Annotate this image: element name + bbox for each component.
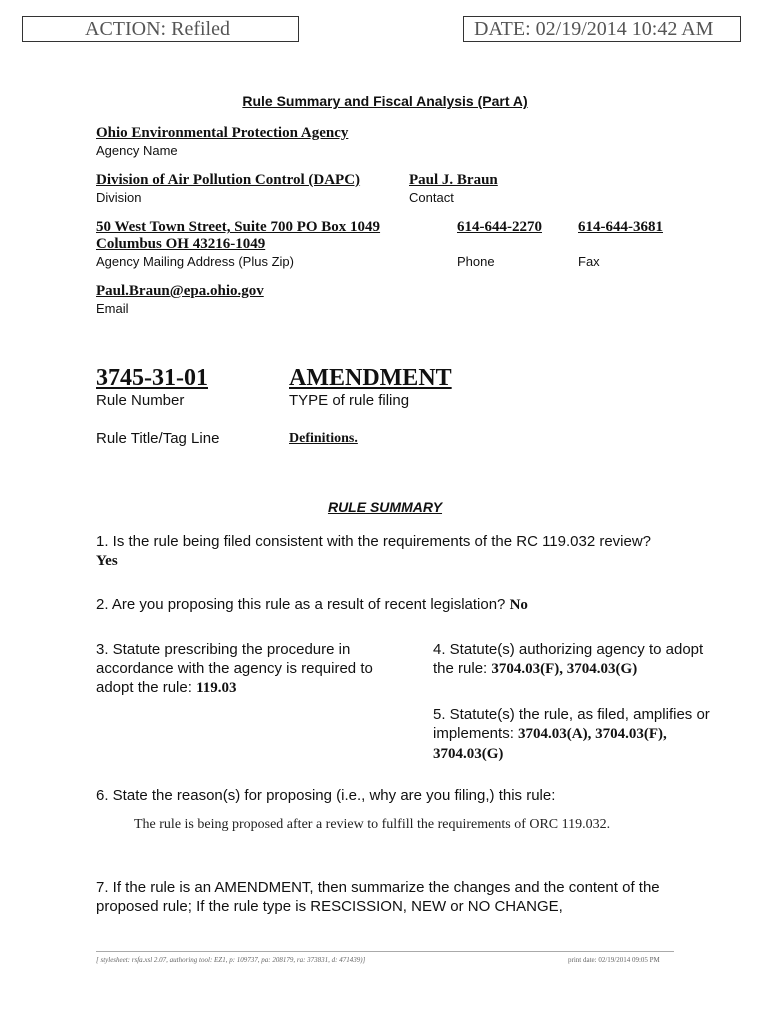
rule-title: Definitions. (289, 431, 358, 446)
question-1 (96, 532, 656, 571)
email-label: Email (96, 301, 129, 316)
phone-number: 614-644-2270 (457, 219, 542, 235)
question-6-answer: The rule is being proposed after a review to fulfill the requirements of ORC 119.032. (134, 817, 611, 832)
rule-type: AMENDMENT (289, 365, 452, 391)
rule-title-label: Rule Title/Tag Line (96, 430, 220, 447)
page-title: Rule Summary and Fiscal Analysis (Part A) (242, 93, 528, 109)
address-label: Agency Mailing Address (Plus Zip) (96, 254, 294, 269)
action-box (22, 16, 299, 42)
question-3-text: 3. Statute prescribing the procedure in accordance with the agency is required to adopt the rule: (96, 641, 373, 696)
question-5 (433, 705, 723, 764)
date-box (463, 16, 741, 42)
address-line2: Columbus OH 43216-1049 (96, 236, 266, 252)
rule-type-label: TYPE of rule filing (289, 392, 410, 409)
question-2-answer: No (509, 597, 528, 613)
contact-name: Paul J. Braun (409, 172, 498, 188)
address-line1: 50 West Town Street, Suite 700 PO Box 1049 (96, 219, 381, 235)
division-name: Division of Air Pollution Control (DAPC) (96, 172, 361, 188)
footer-print-date: print date: 02/19/2014 09:05 PM (568, 956, 660, 964)
rule-number: 3745-31-01 (96, 365, 208, 391)
question-4 (433, 640, 723, 679)
question-4-text: 4. Statute(s) authorizing agency to adopt the rule: (433, 641, 704, 677)
question-5-answer: 3704.03(A), 3704.03(F), 3704.03(G) (433, 726, 667, 762)
rule-summary-heading: RULE SUMMARY (327, 499, 443, 515)
fax-label: Fax (578, 254, 600, 269)
agency-name-label: Agency Name (96, 143, 178, 158)
question-2-text: 2. Are you proposing this rule as a result of recent legislation? (96, 596, 506, 613)
division-label: Division (96, 190, 142, 205)
phone-label: Phone (457, 254, 495, 269)
contact-label: Contact (409, 190, 454, 205)
rule-number-label: Rule Number (96, 392, 185, 409)
question-3-answer: 119.03 (196, 680, 237, 696)
question-1-text: 1. Is the rule being filed consistent with the requirements of the RC 119.032 review? (96, 533, 652, 550)
question-3 (96, 640, 391, 698)
agency-name: Ohio Environmental Protection Agency (96, 125, 349, 141)
footer-stylesheet-info: [ stylesheet: rsfa.xsl 2.07, authoring tool: EZ1, p: 109737, pa: 208179, ra: 373831, d: 471439)] (96, 956, 366, 964)
date-text: DATE: 02/19/2014 10:42 AM (474, 18, 714, 40)
question-7-text: 7. If the rule is an AMENDMENT, then summarize the changes and the content of the proposed rule; If the rule type is RESCISSION, NEW or NO CHANGE, (96, 879, 660, 915)
question-6-text: 6. State the reason(s) for proposing (i.e., why are you filing,) this rule: (96, 787, 556, 804)
question-4-answer: 3704.03(F), 3704.03(G) (491, 661, 638, 677)
question-5-text: 5. Statute(s) the rule, as filed, amplifies or implements: (433, 706, 710, 742)
question-1-answer: Yes (96, 553, 118, 569)
footer-divider (96, 951, 674, 952)
question-2 (96, 595, 716, 615)
fax-number: 614-644-3681 (578, 219, 663, 235)
action-text: ACTION: Refiled (85, 18, 230, 40)
email-link[interactable]: Paul.Braun@epa.ohio.gov (96, 283, 264, 299)
